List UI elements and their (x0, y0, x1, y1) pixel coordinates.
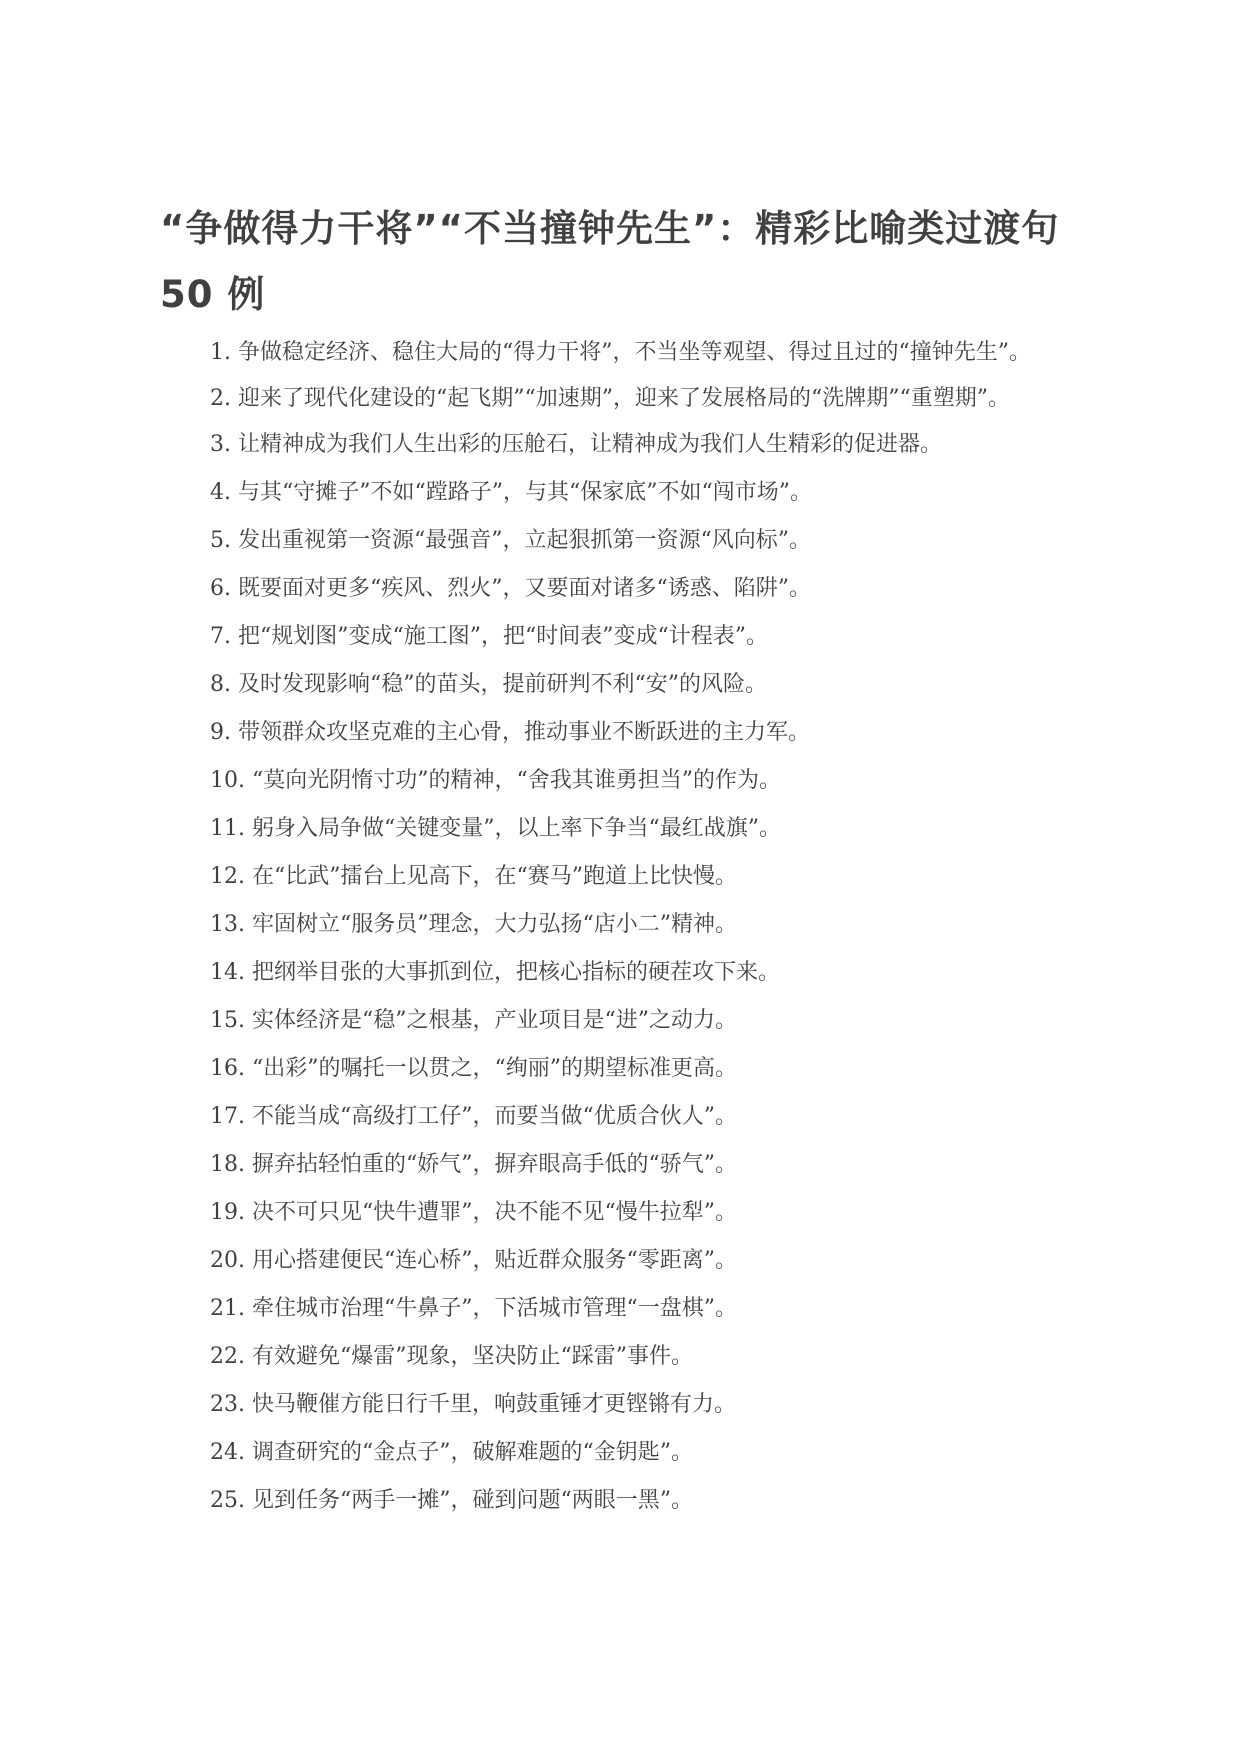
list-item: 21. 牵住城市治理“牛鼻子”，下活城市管理“一盘棋”。 (210, 1296, 737, 1321)
list-item: 3. 让精神成为我们人生出彩的压舱石，让精神成为我们人生精彩的促进器。 (210, 432, 942, 457)
list-item: 4. 与其“守摊子”不如“蹚路子”，与其“保家底”不如“闯市场”。 (210, 480, 812, 505)
list-item: 17. 不能当成“高级打工仔”，而要当做“优质合伙人”。 (210, 1104, 737, 1129)
list-item: 19. 决不可只见“快牛遭罪”，决不能不见“慢牛拉犁”。 (210, 1200, 737, 1225)
list-item: 18. 摒弃拈轻怕重的“娇气”，摒弃眼高手低的“骄气”。 (210, 1152, 737, 1177)
list-item: 13. 牢固树立“服务员”理念，大力弘扬“店小二”精神。 (210, 912, 737, 937)
list-item: 10. “莫向光阴惰寸功”的精神，“舍我其谁勇担当”的作为。 (210, 768, 781, 793)
list-item: 6. 既要面对更多“疾风、烈火”，又要面对诸多“诱惑、陷阱”。 (210, 576, 811, 601)
list-item: 22. 有效避免“爆雷”现象，坚决防止“踩雷”事件。 (210, 1344, 693, 1369)
list-item: 2. 迎来了现代化建设的“起飞期”“加速期”，迎来了发展格局的“洗牌期”“重塑期”。 (210, 386, 1010, 411)
list-item: 9. 带领群众攻坚克难的主心骨，推动事业不断跃进的主力军。 (210, 720, 810, 745)
list-item: 11. 躬身入局争做“关键变量”，以上率下争当“最红战旗”。 (210, 816, 781, 841)
list-item: 15. 实体经济是“稳”之根基，产业项目是“进”之动力。 (210, 1008, 737, 1033)
list-item: 14. 把纲举目张的大事抓到位，把核心指标的硬茬攻下来。 (210, 960, 780, 985)
list-item: 20. 用心搭建便民“连心桥”，贴近群众服务“零距离”。 (210, 1248, 737, 1273)
list-item: 25. 见到任务“两手一摊”，碰到问题“两眼一黑”。 (210, 1488, 693, 1513)
list-item: 5. 发出重视第一资源“最强音”，立起狠抓第一资源“风向标”。 (210, 528, 811, 553)
document-title: “争做得力干将”“不当撞钟先生”：精彩比喻类过渡句 50 例 (160, 207, 1060, 316)
list-item: 16. “出彩”的嘱托一以贯之，“绚丽”的期望标准更高。 (210, 1056, 737, 1081)
list-item: 8. 及时发现影响“稳”的苗头，提前研判不利“安”的风险。 (210, 672, 767, 697)
list-item: 12. 在“比武”擂台上见高下，在“赛马”跑道上比快慢。 (210, 864, 737, 889)
list-item: 24. 调查研究的“金点子”，破解难题的“金钥匙”。 (210, 1440, 693, 1465)
list-item: 23. 快马鞭催方能日行千里，响鼓重锤才更铿锵有力。 (210, 1392, 736, 1417)
sentence-list (160, 337, 1090, 1533)
list-item: 1. 争做稳定经济、稳住大局的“得力干将”，不当坐等观望、得过且过的“撞钟先生”。 (210, 340, 1031, 365)
list-item: 7. 把“规划图”变成“施工图”，把“时间表”变成“计程表”。 (210, 624, 768, 649)
